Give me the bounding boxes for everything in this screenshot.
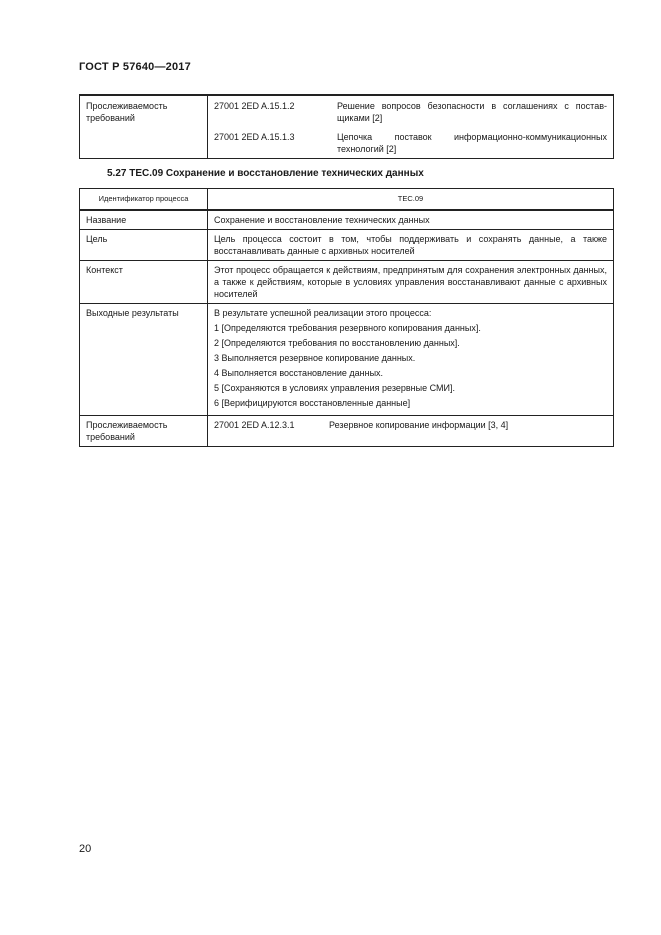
trace-label: Прослеживаемость требований bbox=[80, 416, 208, 447]
name-value: Сохранение и восстановление технических данных bbox=[208, 210, 614, 230]
traceability-entry bbox=[214, 419, 607, 431]
reference-text: Решение вопросов безопасности в соглашениях с постав-щиками [2] bbox=[337, 101, 607, 123]
output-item: 5 [Сохраняются в условиях управления резервные СМИ]. bbox=[214, 383, 455, 393]
output-item: 1 [Определяются требования резервного копирования данных]. bbox=[214, 323, 481, 333]
goal-label: Цель bbox=[80, 230, 208, 261]
reference-code: 27001 2ED A.15.1.3 bbox=[214, 132, 295, 142]
context-label: Контекст bbox=[80, 261, 208, 304]
goal-value: Цель процесса состоит в том, чтобы поддерживать и сохранять данные, а также восстанавливать данные с архивных носителей bbox=[208, 230, 614, 261]
traceability-label: Прослеживаемость требований bbox=[80, 95, 208, 159]
table-row bbox=[80, 304, 614, 416]
page-number: 20 bbox=[79, 843, 92, 855]
output-item: 6 [Верифицируются восстановленные данные] bbox=[214, 398, 411, 408]
outputs-cell bbox=[208, 304, 614, 416]
table-row bbox=[80, 416, 614, 447]
process-table bbox=[79, 188, 614, 447]
traceability-cell bbox=[208, 95, 614, 159]
outputs-label: Выходные результаты bbox=[80, 304, 208, 416]
section-heading: 5.27 TEC.09 Сохранение и восстановление технических данных bbox=[107, 168, 424, 179]
output-item: 4 Выполняется восстановление данных. bbox=[214, 368, 384, 378]
reference-code: 27001 2ED A.12.3.1 bbox=[214, 420, 295, 430]
traceability-entry bbox=[214, 100, 607, 124]
process-id-label: Идентификатор процесса bbox=[80, 189, 208, 211]
table-row bbox=[80, 95, 614, 159]
traceability-entry bbox=[214, 131, 607, 155]
output-item: 3 Выполняется резервное копирование данных. bbox=[214, 353, 416, 363]
output-item: 2 [Определяются требования по восстановлению данных]. bbox=[214, 338, 460, 348]
outputs-intro: В результате успешной реализации этого процесса: bbox=[214, 308, 432, 318]
table-row bbox=[80, 261, 614, 304]
trace-cell bbox=[208, 416, 614, 447]
reference-code: 27001 2ED A.15.1.2 bbox=[214, 101, 295, 111]
reference-text: Цепочка поставок информационно-коммуникационных технологий [2] bbox=[337, 132, 607, 154]
traceability-table-continued bbox=[79, 94, 614, 159]
document-header: ГОСТ Р 57640—2017 bbox=[79, 61, 191, 73]
table-row bbox=[80, 210, 614, 230]
context-value: Этот процесс обращается к действиям, предпринятым для сохранения электронных данных, а также к действиям, которые в условиях управления восстанавливают данные с архивных носителей bbox=[208, 261, 614, 304]
process-id-value: TEC.09 bbox=[208, 189, 614, 211]
reference-text: Резервное копирование информации [3, 4] bbox=[329, 420, 509, 430]
table-row bbox=[80, 230, 614, 261]
name-label: Название bbox=[80, 210, 208, 230]
table-row bbox=[80, 189, 614, 211]
